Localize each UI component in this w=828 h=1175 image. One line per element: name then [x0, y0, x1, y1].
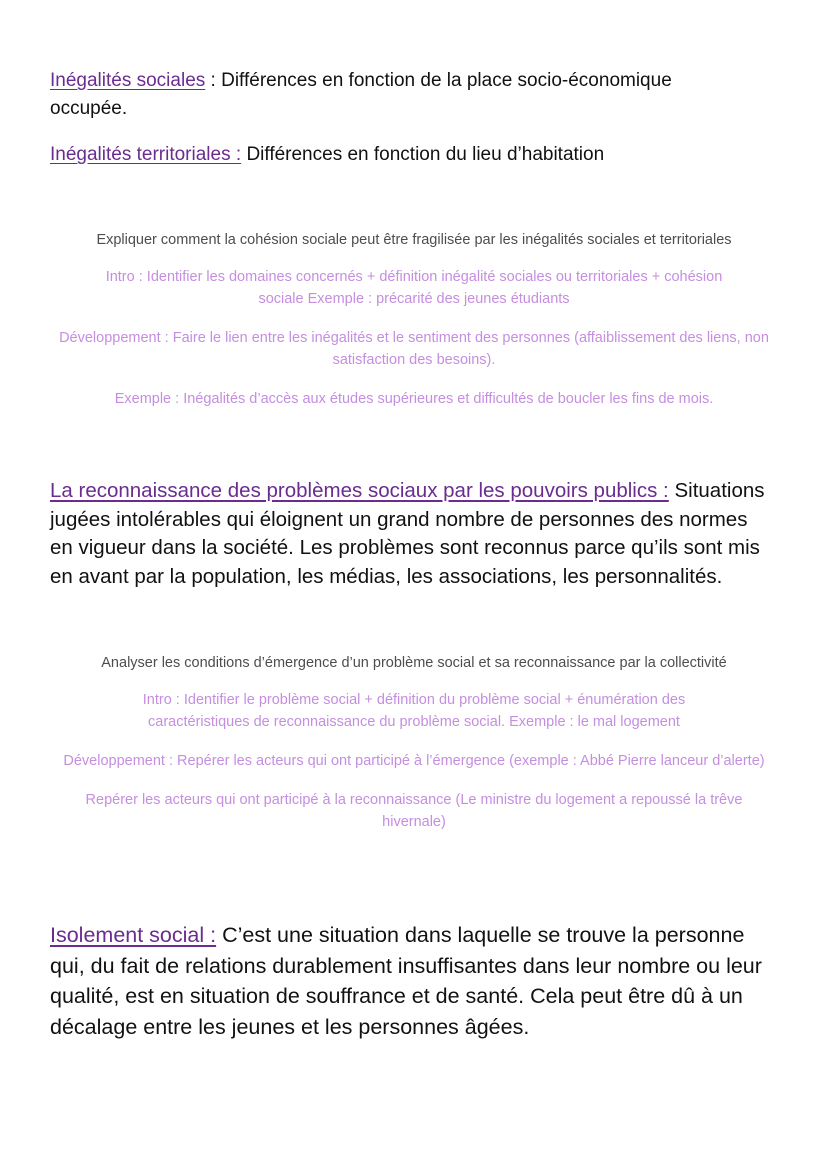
definition-term: Isolement social :: [50, 923, 217, 947]
exercise-question: Expliquer comment la cohésion sociale peut être fragilisée par les inégalités sociales et territoriales: [96, 232, 732, 248]
exercise-question: Analyser les conditions d’émergence d’un problème social et sa reconnaissance par la collectivité: [101, 655, 727, 671]
exercise-cohesion-sociale: [40, 229, 788, 427]
exercise-hint-developpement: Développement : Faire le lien entre les inégalités et le sentiment des personnes (affaiblissement des liens, non satisfaction des besoins).: [59, 330, 769, 368]
exercise-hint-intro: Intro : Identifier les domaines concernés + définition inégalité sociales ou territoriales + cohésion sociale Exemple : précarité des jeunes étudiants: [105, 269, 723, 307]
definition-text: C’est une situation dans laquelle se trouve la personne qui, du fait de relations durablement insuffisantes dans leur nombre ou leur qualité, est en situation de souffrance et de santé. Cela peut être dû à un décalage entre les jeunes et les personnes âgées.: [50, 923, 762, 1039]
definition-reconnaissance-problemes-sociaux: [50, 477, 770, 591]
definition-text: Différences en fonction du lieu d’habitation: [246, 144, 605, 165]
definition-term: Inégalités territoriales :: [50, 144, 242, 165]
exercise-hint-developpement: Développement : Repérer les acteurs qui ont participé à l’émergence (exemple : Abbé Pierre lanceur d’alerte): [63, 753, 765, 769]
definition-separator: :: [205, 70, 222, 91]
definition-term: Inégalités sociales: [50, 70, 206, 91]
definition-text: Situations jugées intolérables qui éloignent un grand nombre de personnes des normes en vigueur dans la société. Les problèmes sont reconnus parce qu’ils sont mis en avant par la population, les médias, les associations, les personnalités.: [50, 479, 765, 588]
exercise-probleme-social: [40, 652, 788, 850]
exercise-hint-intro: Intro : Identifier le problème social + définition du problème social + énumération des caractéristiques de reconnaissance du problème social. Exemple : le mal logement: [142, 692, 686, 730]
definition-text: Différences en fonction de la place socio-économique occupée.: [50, 70, 672, 119]
definition-isolement-social: [50, 920, 770, 1042]
definition-inegalites-territoriales: [50, 141, 770, 169]
definition-inegalites-sociales: [50, 67, 730, 123]
exercise-hint-reconnaissance: Repérer les acteurs qui ont participé à la reconnaissance (Le ministre du logement a repoussé la trêve hivernale): [85, 792, 743, 830]
definition-term: La reconnaissance des problèmes sociaux par les pouvoirs publics :: [50, 479, 669, 502]
exercise-hint-exemple: Exemple : Inégalités d’accès aux études supérieures et difficultés de boucler les fins de mois.: [114, 391, 714, 407]
